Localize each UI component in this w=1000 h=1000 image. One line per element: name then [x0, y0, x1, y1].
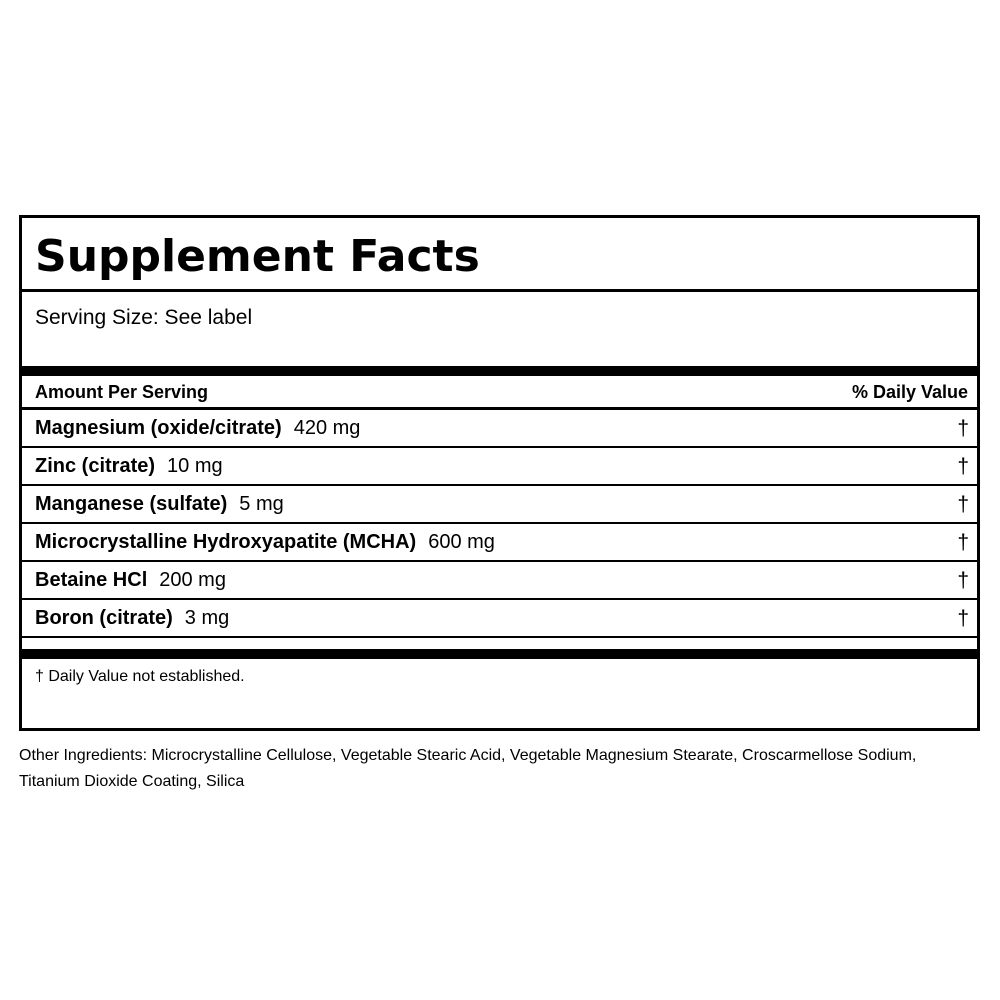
- thick-divider-top: [22, 366, 977, 376]
- nutrient-row: [22, 600, 977, 638]
- nutrient-daily-value: †: [957, 417, 969, 440]
- daily-value-footnote: † Daily Value not established.: [35, 668, 245, 685]
- thick-divider-bottom: [22, 649, 977, 659]
- nutrient-daily-value: †: [957, 531, 969, 554]
- title-row: [22, 218, 977, 292]
- other-ingredients: Other Ingredients: Microcrystalline Cellulose, Vegetable Stearic Acid, Vegetable Magnesium Stearate, Croscarmellose Sodium, Titanium Dioxide Coating, Silica: [19, 747, 917, 790]
- nutrient-name: Magnesium (oxide/citrate) 420 mg: [35, 417, 361, 439]
- nutrient-amount: 10 mg: [167, 455, 223, 477]
- column-header-row: [22, 376, 977, 410]
- nutrient-rows: [22, 410, 977, 638]
- amount-per-serving-header: Amount Per Serving: [35, 382, 209, 402]
- nutrient-row: [22, 562, 977, 600]
- supplement-facts-panel: [19, 215, 980, 731]
- nutrient-amount: 3 mg: [184, 607, 230, 629]
- nutrient-amount: 200 mg: [159, 569, 226, 591]
- panel-title: Supplement Facts: [35, 231, 480, 282]
- nutrient-name: Betaine HCl 200 mg: [35, 569, 226, 591]
- nutrient-daily-value: †: [957, 493, 969, 516]
- nutrient-row: [22, 524, 977, 562]
- nutrient-daily-value: †: [957, 569, 969, 592]
- nutrient-daily-value: †: [957, 455, 969, 478]
- nutrient-amount: 420 mg: [293, 417, 361, 439]
- nutrient-daily-value: †: [957, 607, 969, 630]
- nutrient-row: [22, 448, 977, 486]
- nutrient-amount: 5 mg: [239, 493, 284, 515]
- nutrient-name: Zinc (citrate) 10 mg: [35, 455, 223, 477]
- nutrient-amount: 600 mg: [428, 531, 495, 553]
- nutrient-name: Microcrystalline Hydroxyapatite (MCHA) 600 mg: [35, 531, 495, 553]
- nutrient-name: Manganese (sulfate) 5 mg: [35, 493, 284, 515]
- nutrient-name: Boron (citrate) 3 mg: [35, 607, 230, 629]
- nutrient-row: [22, 410, 977, 448]
- nutrient-row: [22, 486, 977, 524]
- daily-value-header: % Daily Value: [851, 382, 968, 402]
- serving-size: Serving Size: See label: [35, 306, 253, 329]
